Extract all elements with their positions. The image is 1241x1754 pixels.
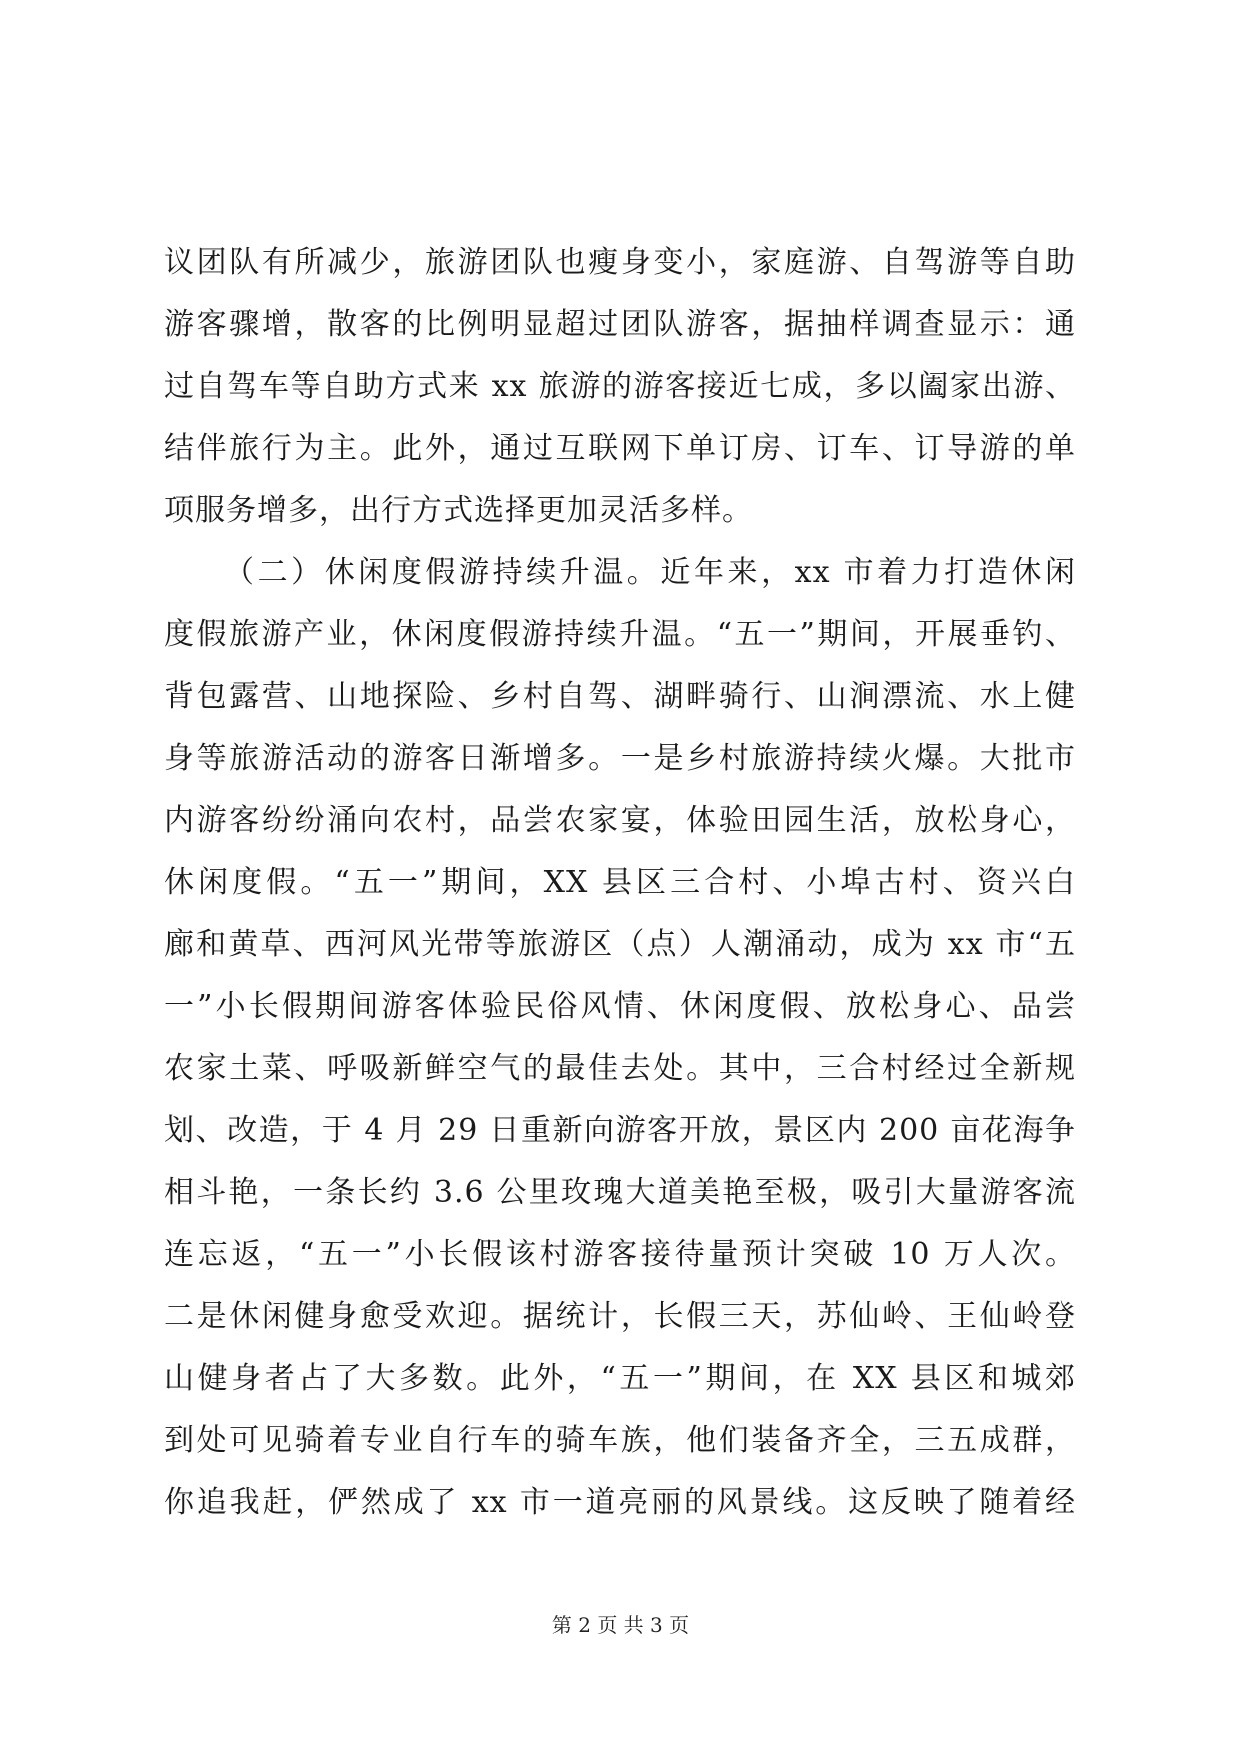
text-line: 度假旅游产业，休闲度假游持续升温。“五一”期间，开展垂钓、: [164, 617, 1076, 652]
text-line: 休闲度假。“五一”期间，XX 县区三合村、小埠古村、资兴白: [164, 865, 1076, 900]
text-line: 内游客纷纷涌向农村，品尝农家宴，体验田园生活，放松身心，: [164, 803, 1076, 838]
text-line: 你追我赶，俨然成了 xx 市一道亮丽的风景线。这反映了随着经: [164, 1485, 1076, 1520]
document-body: [164, 232, 1076, 1534]
text-line: 议团队有所减少，旅游团队也瘦身变小，家庭游、自驾游等自助: [164, 245, 1076, 280]
text-line: 项服务增多，出行方式选择更加灵活多样。: [164, 493, 753, 528]
text-line: 一”小长假期间游客体验民俗风情、休闲度假、放松身心、品尝: [164, 989, 1076, 1024]
text-line: 山健身者占了大多数。此外，“五一”期间，在 XX 县区和城郊: [164, 1361, 1076, 1396]
text-line: 二是休闲健身愈受欢迎。据统计，长假三天，苏仙岭、王仙岭登: [164, 1299, 1076, 1334]
text-line: 连忘返，“五一”小长假该村游客接待量预计突破 10 万人次。: [164, 1237, 1076, 1272]
text-line: 到处可见骑着专业自行车的骑车族，他们装备齐全，三五成群，: [164, 1423, 1076, 1458]
paragraph-1: [164, 232, 1076, 542]
text-line: 划、改造，于 4 月 29 日重新向游客开放，景区内 200 亩花海争: [164, 1113, 1076, 1148]
text-line: 身等旅游活动的游客日渐增多。一是乡村旅游持续火爆。大批市: [164, 741, 1076, 776]
text-line: 相斗艳，一条长约 3.6 公里玫瑰大道美艳至极，吸引大量游客流: [164, 1175, 1076, 1210]
text-line: 农家土菜、呼吸新鲜空气的最佳去处。其中，三合村经过全新规: [164, 1051, 1076, 1086]
page-footer: [0, 1612, 1241, 1638]
text-line: 背包露营、山地探险、乡村自驾、湖畔骑行、山涧漂流、水上健: [164, 679, 1076, 714]
page-number: 第 2 页 共 3 页: [551, 1613, 690, 1637]
paragraph-2: [164, 542, 1076, 1534]
text-line: 结伴旅行为主。此外，通过互联网下单订房、订车、订导游的单: [164, 431, 1076, 466]
text-line: 过自驾车等自助方式来 xx 旅游的游客接近七成，多以阖家出游、: [164, 369, 1076, 404]
text-line: （二）休闲度假游持续升温。近年来，xx 市着力打造休闲: [224, 555, 1076, 590]
text-line: 游客骤增，散客的比例明显超过团队游客，据抽样调查显示：通: [164, 307, 1076, 342]
text-line: 廊和黄草、西河风光带等旅游区（点）人潮涌动，成为 xx 市“五: [164, 927, 1076, 962]
